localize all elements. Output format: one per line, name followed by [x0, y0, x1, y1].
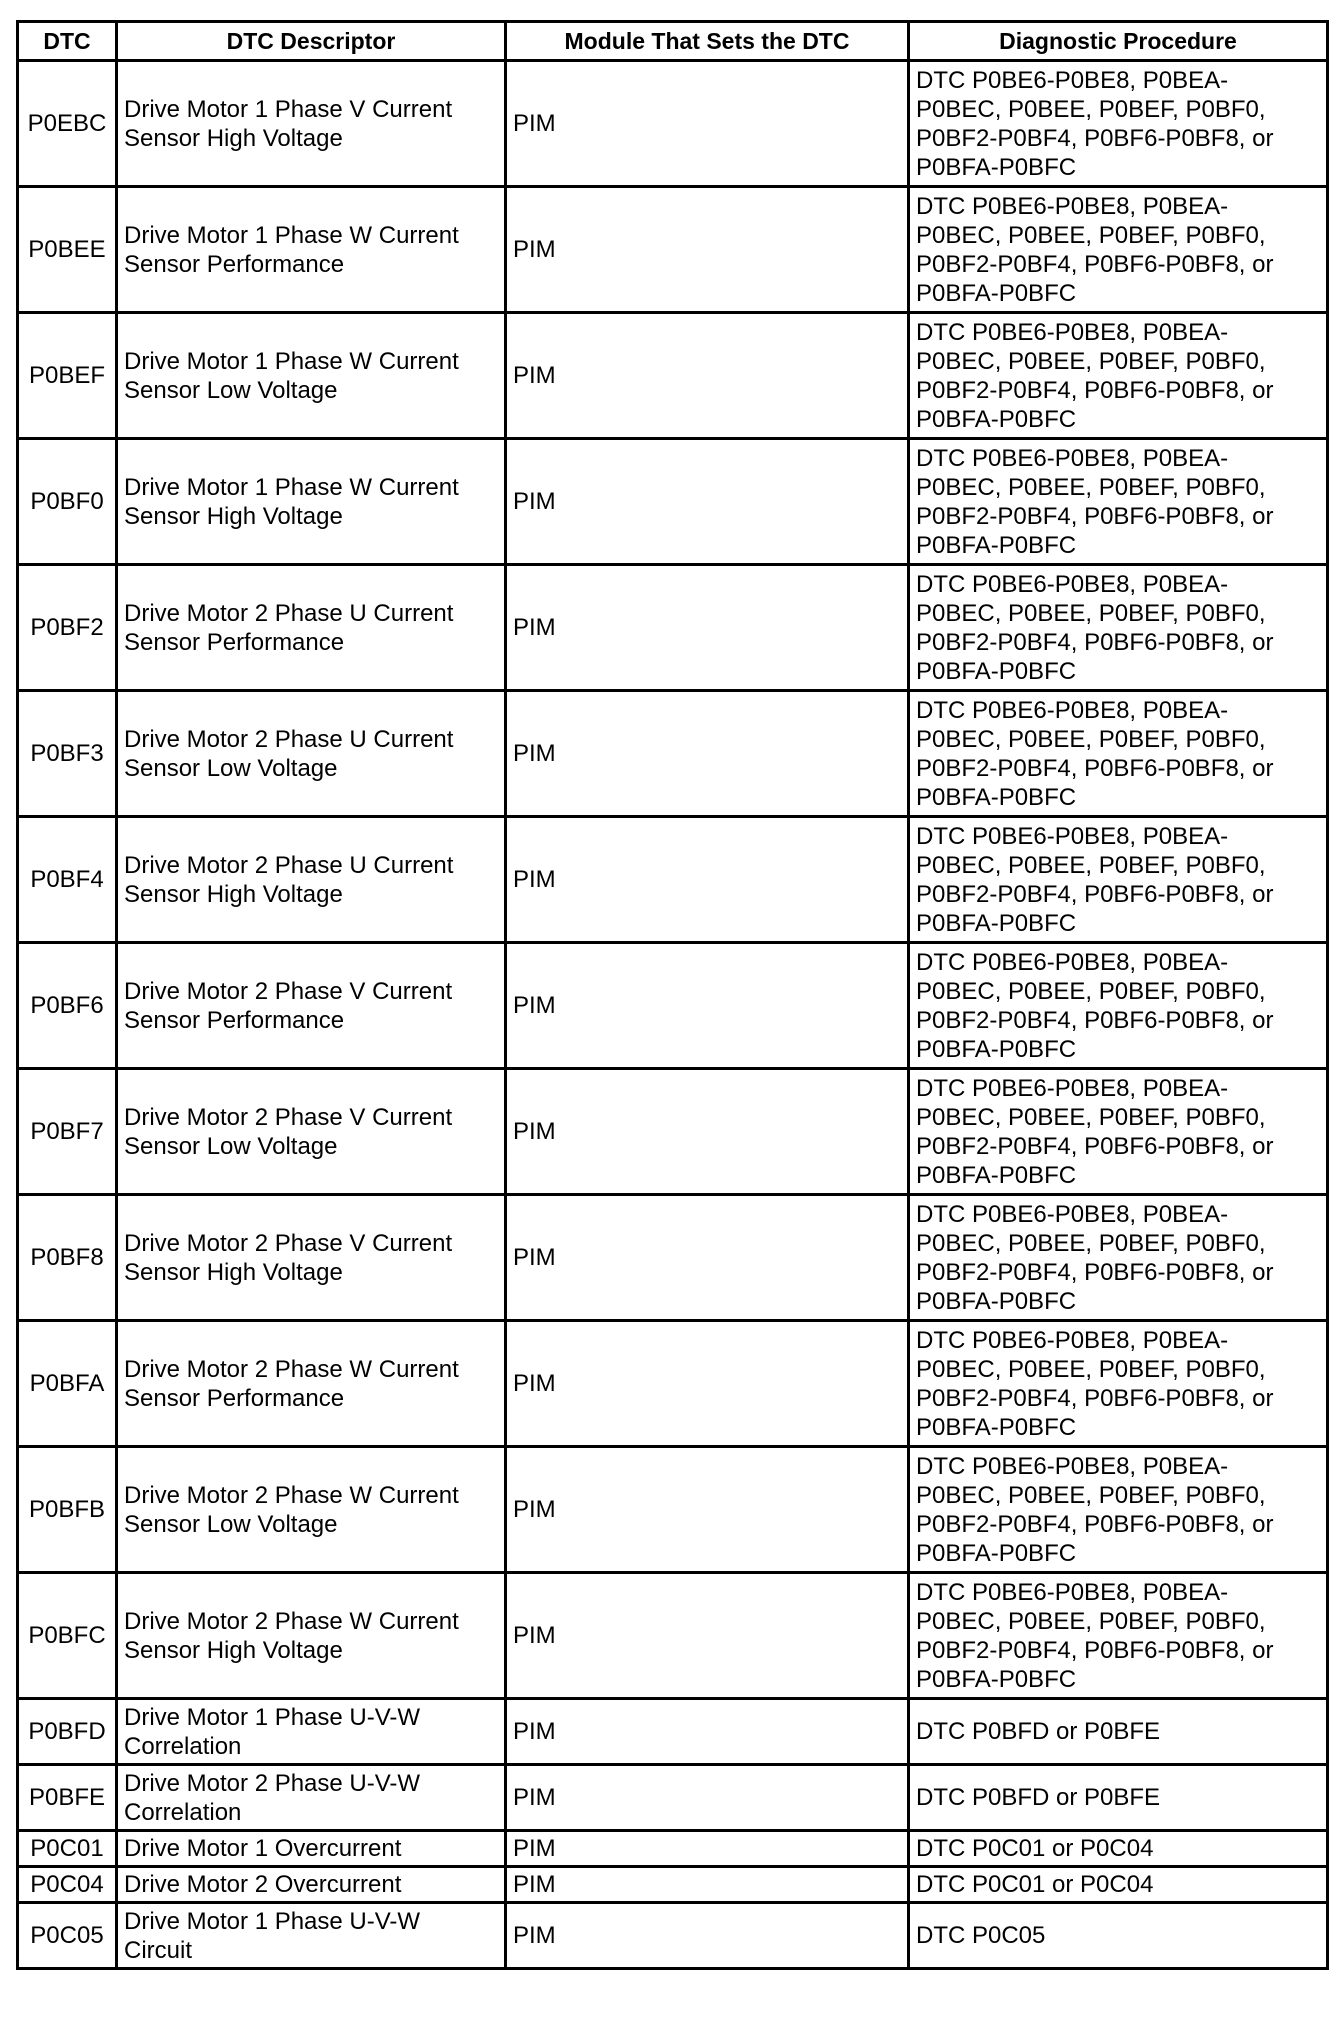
module: PIM [506, 1447, 909, 1573]
descriptor-line: Drive Motor 2 Phase V Current [124, 1103, 453, 1131]
dtc-descriptor [117, 439, 506, 565]
procedure-line: P0BF2-P0BF4, P0BF6-P0BF8, or [916, 250, 1274, 278]
module: PIM [506, 1867, 909, 1903]
descriptor-line: Drive Motor 2 Phase U Current [124, 851, 454, 879]
module: PIM [506, 565, 909, 691]
table-row [18, 1573, 1328, 1699]
table-row [18, 1699, 1328, 1765]
procedure-line: P0BF2-P0BF4, P0BF6-P0BF8, or [916, 124, 1274, 152]
diagnostic-procedure [909, 1447, 1328, 1573]
dtc-descriptor [117, 691, 506, 817]
descriptor-line: Drive Motor 2 Phase U Current [124, 725, 454, 753]
dtc-descriptor [117, 1903, 506, 1969]
procedure-line: P0BFA-P0BFC [916, 405, 1077, 433]
module: PIM [506, 691, 909, 817]
procedure-line: P0BFA-P0BFC [916, 1413, 1077, 1441]
dtc-descriptor [117, 565, 506, 691]
dtc-code: P0C04 [18, 1867, 117, 1903]
procedure-line: P0BF2-P0BF4, P0BF6-P0BF8, or [916, 376, 1274, 404]
dtc-descriptor [117, 1867, 506, 1903]
dtc-descriptor [117, 1699, 506, 1765]
procedure-line: P0BEC, P0BEE, P0BEF, P0BF0, [916, 95, 1266, 123]
procedure-line: P0BFA-P0BFC [916, 1161, 1077, 1189]
dtc-descriptor [117, 1765, 506, 1831]
dtc-code: P0BF3 [18, 691, 117, 817]
header-module: Module That Sets the DTC [506, 22, 909, 61]
descriptor-line: Drive Motor 1 Phase W Current [124, 221, 459, 249]
descriptor-line: Sensor Low Voltage [124, 1510, 338, 1538]
dtc-descriptor [117, 1573, 506, 1699]
procedure-line: DTC P0C01 or P0C04 [916, 1835, 1154, 1862]
procedure-line: P0BF2-P0BF4, P0BF6-P0BF8, or [916, 1132, 1274, 1160]
procedure-line: P0BF2-P0BF4, P0BF6-P0BF8, or [916, 1006, 1274, 1034]
descriptor-line: Sensor Low Voltage [124, 754, 338, 782]
header-row [18, 22, 1328, 61]
procedure-line: P0BF2-P0BF4, P0BF6-P0BF8, or [916, 1510, 1274, 1538]
descriptor-line: Drive Motor 2 Phase W Current [124, 1607, 459, 1635]
dtc-code: P0EBC [18, 61, 117, 187]
descriptor-line: Drive Motor 1 Phase V Current [124, 95, 453, 123]
procedure-line: P0BF2-P0BF4, P0BF6-P0BF8, or [916, 880, 1274, 908]
diagnostic-procedure [909, 439, 1328, 565]
table-row [18, 187, 1328, 313]
module: PIM [506, 187, 909, 313]
procedure-line: P0BF2-P0BF4, P0BF6-P0BF8, or [916, 628, 1274, 656]
descriptor-line: Drive Motor 2 Phase W Current [124, 1355, 459, 1383]
dtc-code: P0C01 [18, 1831, 117, 1867]
procedure-line: P0BFA-P0BFC [916, 1287, 1077, 1315]
descriptor-line: Drive Motor 2 Phase V Current [124, 1229, 453, 1257]
module: PIM [506, 1573, 909, 1699]
dtc-code: P0BFC [18, 1573, 117, 1699]
diagnostic-procedure [909, 61, 1328, 187]
descriptor-line: Correlation [124, 1798, 242, 1826]
dtc-descriptor [117, 61, 506, 187]
dtc-descriptor [117, 817, 506, 943]
dtc-code: P0BEF [18, 313, 117, 439]
table-row [18, 943, 1328, 1069]
procedure-line: DTC P0BE6-P0BE8, P0BEA- [916, 948, 1229, 976]
descriptor-line: Drive Motor 1 Phase W Current [124, 347, 459, 375]
procedure-line: P0BEC, P0BEE, P0BEF, P0BF0, [916, 1481, 1266, 1509]
descriptor-line: Sensor Performance [124, 628, 345, 656]
descriptor-line: Drive Motor 1 Phase W Current [124, 473, 459, 501]
descriptor-line: Sensor High Voltage [124, 880, 343, 908]
header-descriptor: DTC Descriptor [117, 22, 506, 61]
procedure-line: DTC P0BE6-P0BE8, P0BEA- [916, 1578, 1229, 1606]
procedure-line: DTC P0BE6-P0BE8, P0BEA- [916, 696, 1229, 724]
table-body [18, 61, 1328, 1969]
module: PIM [506, 439, 909, 565]
procedure-line: P0BEC, P0BEE, P0BEF, P0BF0, [916, 221, 1266, 249]
procedure-line: P0BFA-P0BFC [916, 531, 1077, 559]
descriptor-line: Sensor High Voltage [124, 1636, 343, 1664]
dtc-code: P0BF6 [18, 943, 117, 1069]
header-dtc: DTC [18, 22, 117, 61]
module: PIM [506, 817, 909, 943]
procedure-line: DTC P0BE6-P0BE8, P0BEA- [916, 192, 1229, 220]
descriptor-line: Drive Motor 2 Phase W Current [124, 1481, 459, 1509]
descriptor-line: Sensor Low Voltage [124, 376, 338, 404]
descriptor-line: Sensor High Voltage [124, 1258, 343, 1286]
header-procedure: Diagnostic Procedure [909, 22, 1328, 61]
descriptor-line: Drive Motor 2 Phase U-V-W [124, 1769, 421, 1797]
dtc-descriptor [117, 313, 506, 439]
descriptor-line: Sensor Low Voltage [124, 1132, 338, 1160]
module: PIM [506, 1765, 909, 1831]
dtc-descriptor [117, 187, 506, 313]
procedure-line: P0BEC, P0BEE, P0BEF, P0BF0, [916, 977, 1266, 1005]
procedure-line: P0BFA-P0BFC [916, 657, 1077, 685]
descriptor-line: Drive Motor 2 Phase V Current [124, 977, 453, 1005]
procedure-line: P0BEC, P0BEE, P0BEF, P0BF0, [916, 725, 1266, 753]
procedure-line: P0BFA-P0BFC [916, 1539, 1077, 1567]
dtc-code: P0BEE [18, 187, 117, 313]
table-row [18, 1321, 1328, 1447]
procedure-line: DTC P0BFD or P0BFE [916, 1784, 1161, 1811]
table-row [18, 1867, 1328, 1903]
descriptor-line: Sensor High Voltage [124, 502, 343, 530]
diagnostic-procedure [909, 1069, 1328, 1195]
table-row [18, 1765, 1328, 1831]
dtc-code: P0BF4 [18, 817, 117, 943]
table-row [18, 817, 1328, 943]
dtc-code: P0BFE [18, 1765, 117, 1831]
table-row [18, 1903, 1328, 1969]
procedure-line: DTC P0BE6-P0BE8, P0BEA- [916, 444, 1229, 472]
descriptor-line: Drive Motor 1 Phase U-V-W [124, 1907, 421, 1935]
module: PIM [506, 313, 909, 439]
dtc-descriptor [117, 1447, 506, 1573]
procedure-line: P0BF2-P0BF4, P0BF6-P0BF8, or [916, 1636, 1274, 1664]
table-row [18, 439, 1328, 565]
diagnostic-procedure [909, 1573, 1328, 1699]
procedure-line: P0BFA-P0BFC [916, 909, 1077, 937]
diagnostic-procedure [909, 1699, 1328, 1765]
procedure-line: P0BEC, P0BEE, P0BEF, P0BF0, [916, 1607, 1266, 1635]
table-row [18, 313, 1328, 439]
diagnostic-procedure [909, 943, 1328, 1069]
procedure-line: P0BEC, P0BEE, P0BEF, P0BF0, [916, 473, 1266, 501]
table-row [18, 565, 1328, 691]
procedure-line: DTC P0BE6-P0BE8, P0BEA- [916, 66, 1229, 94]
procedure-line: P0BEC, P0BEE, P0BEF, P0BF0, [916, 1229, 1266, 1257]
dtc-descriptor [117, 1321, 506, 1447]
procedure-line: P0BEC, P0BEE, P0BEF, P0BF0, [916, 1103, 1266, 1131]
procedure-line: P0BEC, P0BEE, P0BEF, P0BF0, [916, 599, 1266, 627]
dtc-code: P0BF7 [18, 1069, 117, 1195]
dtc-table-container [16, 20, 1326, 1970]
procedure-line: P0BEC, P0BEE, P0BEF, P0BF0, [916, 347, 1266, 375]
descriptor-line: Sensor Performance [124, 1006, 345, 1034]
dtc-code: P0C05 [18, 1903, 117, 1969]
procedure-line: P0BF2-P0BF4, P0BF6-P0BF8, or [916, 1384, 1274, 1412]
procedure-line: P0BEC, P0BEE, P0BEF, P0BF0, [916, 1355, 1266, 1383]
module: PIM [506, 1195, 909, 1321]
descriptor-line: Drive Motor 2 Overcurrent [124, 1871, 402, 1898]
table-row [18, 1447, 1328, 1573]
descriptor-line: Drive Motor 1 Phase U-V-W [124, 1703, 421, 1731]
procedure-line: DTC P0BE6-P0BE8, P0BEA- [916, 318, 1229, 346]
dtc-code: P0BF0 [18, 439, 117, 565]
diagnostic-procedure [909, 1831, 1328, 1867]
diagnostic-procedure [909, 187, 1328, 313]
procedure-line: P0BFA-P0BFC [916, 153, 1077, 181]
module: PIM [506, 61, 909, 187]
descriptor-line: Correlation [124, 1732, 242, 1760]
table-row [18, 1069, 1328, 1195]
dtc-table [16, 20, 1329, 1970]
dtc-code: P0BFD [18, 1699, 117, 1765]
diagnostic-procedure [909, 1765, 1328, 1831]
procedure-line: P0BFA-P0BFC [916, 1035, 1077, 1063]
dtc-code: P0BF2 [18, 565, 117, 691]
descriptor-line: Circuit [124, 1936, 193, 1964]
diagnostic-procedure [909, 691, 1328, 817]
module: PIM [506, 1699, 909, 1765]
procedure-line: DTC P0BE6-P0BE8, P0BEA- [916, 1326, 1229, 1354]
procedure-line: DTC P0C01 or P0C04 [916, 1871, 1154, 1898]
procedure-line: DTC P0BE6-P0BE8, P0BEA- [916, 1200, 1229, 1228]
module: PIM [506, 1903, 909, 1969]
procedure-line: P0BFA-P0BFC [916, 279, 1077, 307]
procedure-line: P0BFA-P0BFC [916, 1665, 1077, 1693]
table-row [18, 1831, 1328, 1867]
procedure-line: P0BFA-P0BFC [916, 783, 1077, 811]
procedure-line: DTC P0C05 [916, 1922, 1046, 1949]
dtc-code: P0BFB [18, 1447, 117, 1573]
table-row [18, 1195, 1328, 1321]
diagnostic-procedure [909, 817, 1328, 943]
descriptor-line: Sensor High Voltage [124, 124, 343, 152]
module: PIM [506, 943, 909, 1069]
procedure-line: DTC P0BE6-P0BE8, P0BEA- [916, 570, 1229, 598]
dtc-code: P0BFA [18, 1321, 117, 1447]
descriptor-line: Sensor Performance [124, 1384, 345, 1412]
diagnostic-procedure [909, 1903, 1328, 1969]
procedure-line: P0BF2-P0BF4, P0BF6-P0BF8, or [916, 502, 1274, 530]
procedure-line: DTC P0BFD or P0BFE [916, 1718, 1161, 1745]
diagnostic-procedure [909, 313, 1328, 439]
procedure-line: P0BF2-P0BF4, P0BF6-P0BF8, or [916, 1258, 1274, 1286]
procedure-line: P0BF2-P0BF4, P0BF6-P0BF8, or [916, 754, 1274, 782]
descriptor-line: Drive Motor 2 Phase U Current [124, 599, 454, 627]
table-row [18, 61, 1328, 187]
diagnostic-procedure [909, 1321, 1328, 1447]
dtc-descriptor [117, 1195, 506, 1321]
table-row [18, 691, 1328, 817]
descriptor-line: Drive Motor 1 Overcurrent [124, 1835, 402, 1862]
procedure-line: P0BEC, P0BEE, P0BEF, P0BF0, [916, 851, 1266, 879]
diagnostic-procedure [909, 1867, 1328, 1903]
module: PIM [506, 1069, 909, 1195]
descriptor-line: Sensor Performance [124, 250, 345, 278]
dtc-descriptor [117, 1831, 506, 1867]
diagnostic-procedure [909, 565, 1328, 691]
dtc-descriptor [117, 1069, 506, 1195]
diagnostic-procedure [909, 1195, 1328, 1321]
dtc-code: P0BF8 [18, 1195, 117, 1321]
procedure-line: DTC P0BE6-P0BE8, P0BEA- [916, 1452, 1229, 1480]
procedure-line: DTC P0BE6-P0BE8, P0BEA- [916, 822, 1229, 850]
module: PIM [506, 1831, 909, 1867]
module: PIM [506, 1321, 909, 1447]
procedure-line: DTC P0BE6-P0BE8, P0BEA- [916, 1074, 1229, 1102]
dtc-descriptor [117, 943, 506, 1069]
